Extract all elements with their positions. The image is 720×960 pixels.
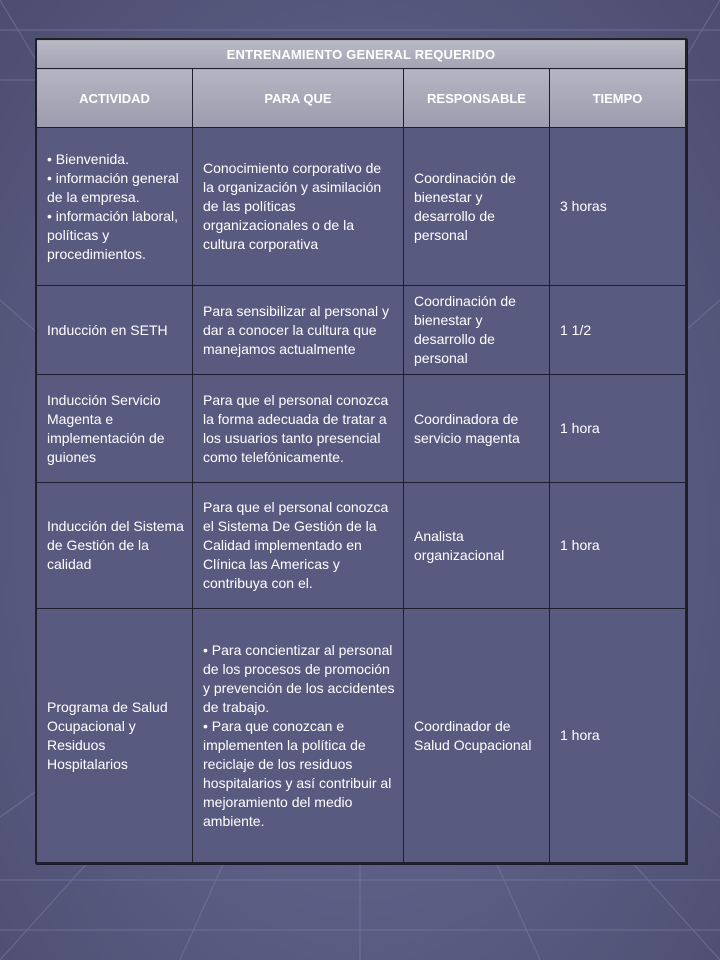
cell-tiempo: 1 hora — [550, 609, 686, 863]
header-responsable: RESPONSABLE — [404, 69, 550, 128]
cell-actividad — [37, 375, 193, 483]
training-table — [36, 39, 686, 863]
cell-actividad — [37, 128, 193, 286]
header-actividad: ACTIVIDAD — [37, 69, 193, 128]
table-row — [37, 609, 686, 863]
cell-responsable: Analista organizacional — [404, 483, 550, 609]
cell-actividad — [37, 286, 193, 375]
cell-line: Para sensibilizar al personal y dar a conocer la cultura que manejamos actualmente — [203, 302, 389, 357]
cell-para-que — [193, 128, 404, 286]
table-row — [37, 375, 686, 483]
cell-para-que — [193, 483, 404, 609]
cell-line: Inducción del Sistema de Gestión de la calidad — [47, 518, 184, 572]
cell-line: Inducción Servicio Magenta e implementación de guiones — [47, 391, 165, 465]
cell-responsable: Coordinación de bienestar y desarrollo de personal — [404, 286, 550, 375]
table-title: ENTRENAMIENTO GENERAL REQUERIDO — [37, 40, 686, 69]
cell-line: • Para concientizar al personal de los procesos de promoción y prevención de los accidentes de trabajo. — [203, 641, 395, 715]
cell-actividad — [37, 609, 193, 863]
cell-responsable: Coordinador de Salud Ocupacional — [404, 609, 550, 863]
cell-line: • Para que conozcan e implementen la política de reciclaje de los residuos hospitalarios y así contribuir al mejoramiento del medio ambiente. — [203, 717, 392, 829]
header-tiempo: TIEMPO — [550, 69, 686, 128]
table-row — [37, 483, 686, 609]
cell-tiempo: 1 hora — [550, 375, 686, 483]
cell-line: Para que el personal conozca el Sistema De Gestión de la Calidad implementado en Clínica las Americas y contribuya con el. — [203, 499, 389, 591]
table-header-row — [37, 69, 686, 128]
table-row — [37, 286, 686, 375]
cell-para-que — [193, 375, 404, 483]
training-table-container — [35, 38, 687, 864]
cell-tiempo: 1 1/2 — [550, 286, 686, 375]
cell-line: • Bienvenida. — [47, 150, 129, 167]
table-row — [37, 128, 686, 286]
cell-responsable: Coordinadora de servicio magenta — [404, 375, 550, 483]
cell-responsable: Coordinación de bienestar y desarrollo de personal — [404, 128, 550, 286]
cell-tiempo: 1 hora — [550, 483, 686, 609]
cell-line: Programa de Salud Ocupacional y Residuos Hospitalarios — [47, 698, 168, 772]
cell-tiempo: 3 horas — [550, 128, 686, 286]
cell-line: • información laboral, políticas y procedimientos. — [47, 207, 178, 262]
table-title-row — [37, 40, 686, 69]
cell-line: • información general de la empresa. — [47, 169, 179, 205]
cell-line: Para que el personal conozca la forma adecuada de tratar a los usuarios tanto presencial como telefónicamente. — [203, 391, 389, 465]
header-para-que: PARA QUE — [193, 69, 404, 128]
cell-para-que — [193, 609, 404, 863]
cell-line: Inducción en SETH — [47, 321, 168, 338]
cell-para-que — [193, 286, 404, 375]
cell-actividad — [37, 483, 193, 609]
cell-line: Conocimiento corporativo de la organización y asimilación de las políticas organizacionales o de la cultura corporativa — [203, 160, 382, 252]
